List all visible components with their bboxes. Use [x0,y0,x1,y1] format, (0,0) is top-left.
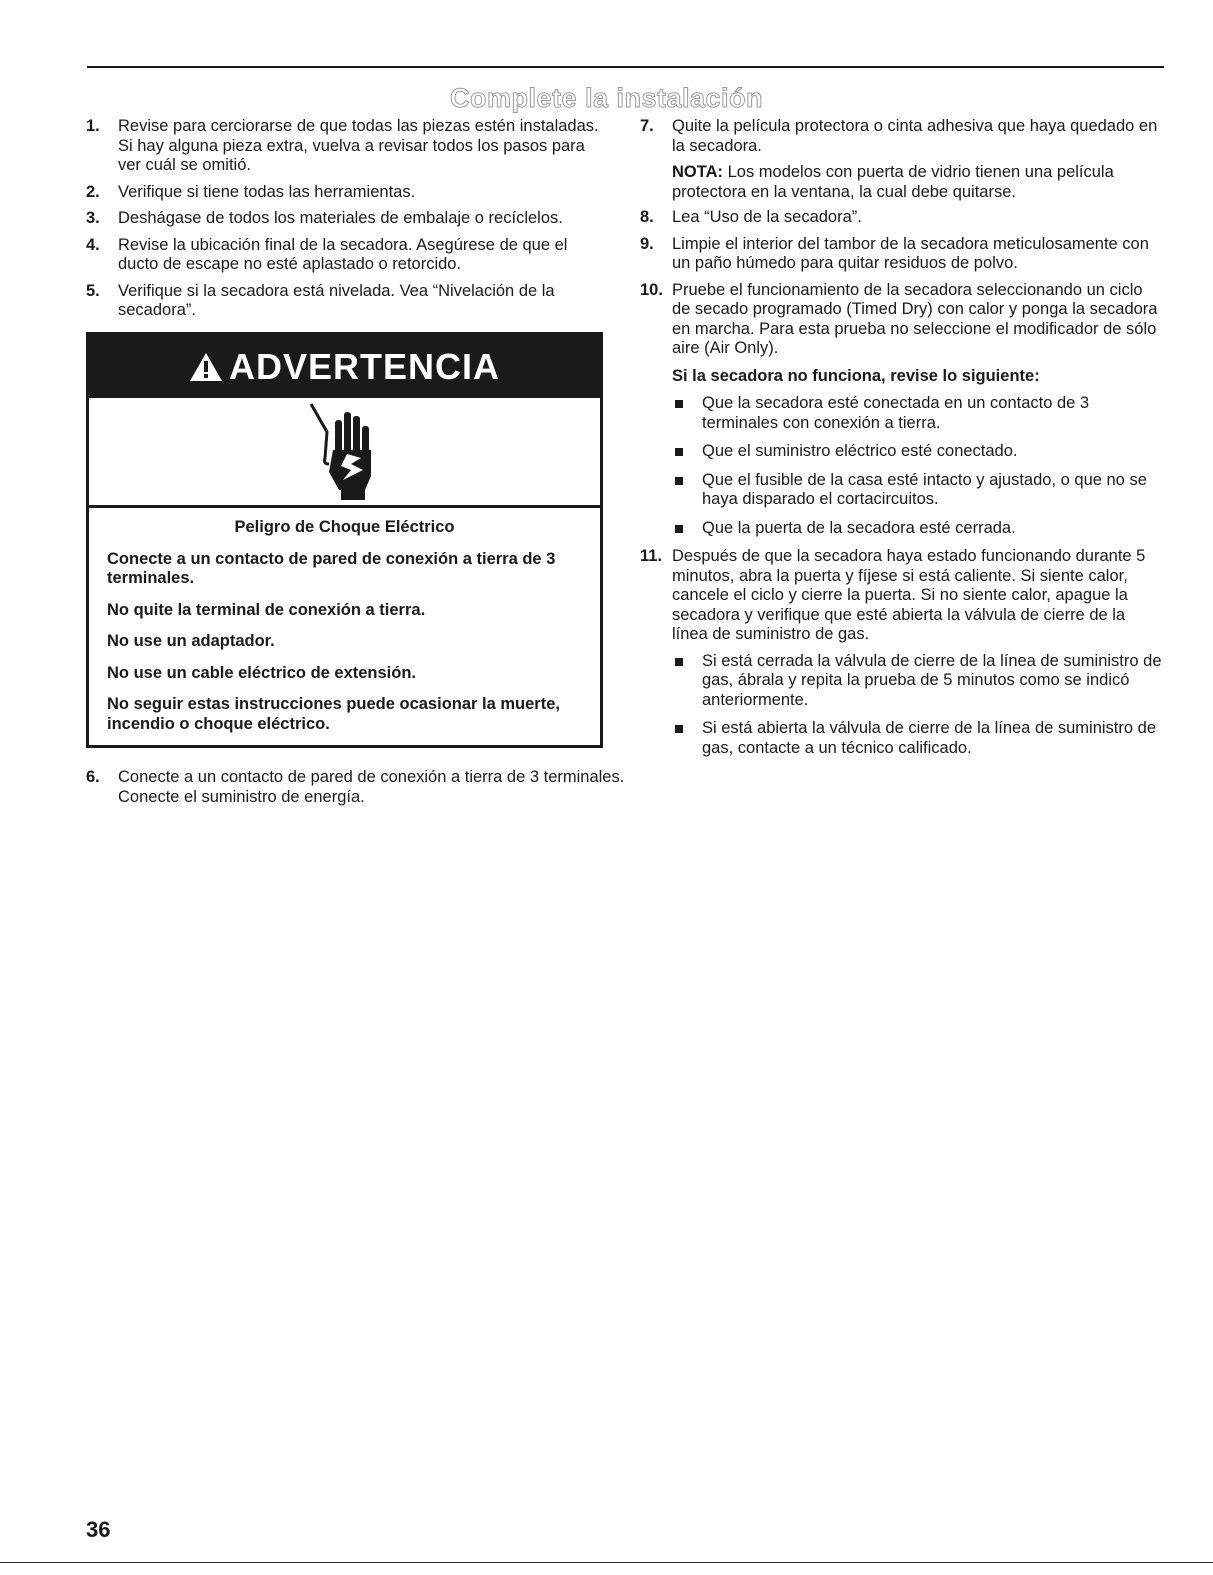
bullet-square-icon [675,448,683,456]
bullet-item [672,442,1162,462]
warning-line: No use un cable eléctrico de extensión. [107,663,417,682]
item-text: Después de que la secadora haya estado funcionando durante 5 minutos, abra la puerta y fíjese si está caliente. Si siente calor, cancele el ciclo y cierre la puerta. Si no siente calor, apague la secadora y verifique que esté abierta la válvula de cierre de la línea de suministro de gas. [672,547,1146,643]
list-item [640,235,1162,274]
item-number: 6. [86,768,100,786]
note [672,163,1162,202]
item-number: 3. [86,209,100,227]
bullet-item [672,652,1162,711]
item-text: Pruebe el funcionamiento de la secadora seleccionando un ciclo de secado programado (Timed Dry) con calor y ponga la secadora en marcha. Para esta prueba no seleccione el modificador de sólo aire (Air Only). [672,280,1158,357]
warning-body [89,508,600,734]
bottom-rule [0,1562,1213,1563]
item-number: 10. [640,280,663,299]
item-number: 7. [640,117,654,135]
list-item [86,282,604,321]
warning-header [89,335,600,398]
warning-icon-area [89,398,600,508]
warning-line: No quite la terminal de conexión a tierra. [107,600,426,619]
item-number: 11. [640,547,663,565]
item-text: Verifique si la secadora está nivelada. Vea “Nivelación de la secadora”. [118,281,555,319]
bullet-text: Que la puerta de la secadora esté cerrada. [702,518,1016,537]
bullet-square-icon [675,400,683,408]
item-number: 5. [86,281,100,300]
item-text: Quite la película protectora o cinta adhesiva que haya quedado en la secadora. [672,117,1158,155]
item-number: 8. [640,208,654,226]
page-number: 36 [86,1517,111,1542]
warning-header-text: ADVERTENCIA [228,345,500,387]
bullet-square-icon [675,477,683,485]
list-item [86,183,604,203]
item-number: 1. [86,117,100,135]
bullet-square-icon [675,658,683,666]
list-item [640,208,1162,228]
list-item [640,281,1162,359]
item-number: 9. [640,234,654,253]
note-label: NOTA: [672,163,724,181]
list-item [86,209,604,229]
bullet-square-icon [675,525,683,533]
item-number: 4. [86,235,100,254]
warning-box [86,332,603,748]
checklist [672,394,1162,538]
warning-line: Conecte a un contacto de pared de conexión a tierra de 3 terminales. [107,549,556,587]
left-column [86,117,604,328]
item-text: Conecte a un contacto de pared de conexión a tierra de 3 terminales. Conecte el suministro de energía. [118,768,625,806]
checklist-heading: Si la secadora no funciona, revise lo siguiente: [672,366,1040,385]
item-text: Limpie el interior del tambor de la secadora meticulosamente con un paño húmedo para quitar residuos de polvo. [672,234,1149,272]
bullet-list [672,652,1162,759]
item-text: Verifique si tiene todas las herramientas. [118,182,416,201]
list-item [86,236,604,275]
warning-title: Peligro de Choque Eléctrico [234,518,455,536]
warning-line: No use un adaptador. [107,632,275,650]
electric-shock-hand-icon [289,398,399,502]
bullet-text: Que el fusible de la casa esté intacto y ajustado, o que no se haya disparado el cortacircuitos. [702,470,1147,508]
bullet-item [672,471,1162,510]
item-text: Deshágase de todos los materiales de embalaje o recíclelos. [118,209,563,227]
warning-triangle-icon [189,352,223,382]
item-text: Lea “Uso de la secadora”. [672,208,862,226]
note-text: Los modelos con puerta de vidrio tienen una película protectora en la ventana, la cual debe quitarse. [672,163,1114,201]
bullet-item [672,519,1162,539]
bullet-text: Si está abierta la válvula de cierre de la línea de suministro de gas, contacte a un técnico calificado. [702,719,1156,757]
bullet-text: Que la secadora esté conectada en un contacto de 3 terminales con conexión a tierra. [702,394,1090,432]
list-item [640,117,1162,156]
list-item [86,117,604,176]
list-item [640,547,1162,645]
right-column [640,117,1162,767]
bullet-text: Si está cerrada la válvula de cierre de la línea de suministro de gas, ábrala y repita la prueba de 5 minutos como se indicó anteriormente. [702,651,1162,709]
item-text: Revise la ubicación final de la secadora. Asegúrese de que el ducto de escape no esté aplastado o retorcido. [118,235,568,273]
bullet-text: Que el suministro eléctrico esté conectado. [702,442,1018,460]
top-rule [87,66,1164,68]
item-text: Revise para cerciorarse de que todas las piezas estén instaladas. Si hay alguna pieza extra, vuelva a revisar todos los pasos para ver cuál se omitió. [118,117,599,174]
bullet-item [672,394,1162,433]
list-item [86,768,636,807]
bullet-item [672,719,1162,758]
item-number: 2. [86,182,100,201]
page-title: Complete la instalación [449,83,764,113]
warning-line: No seguir estas instrucciones puede ocasionar la muerte, incendio o choque eléctrico. [107,695,560,733]
bullet-square-icon [675,725,683,733]
